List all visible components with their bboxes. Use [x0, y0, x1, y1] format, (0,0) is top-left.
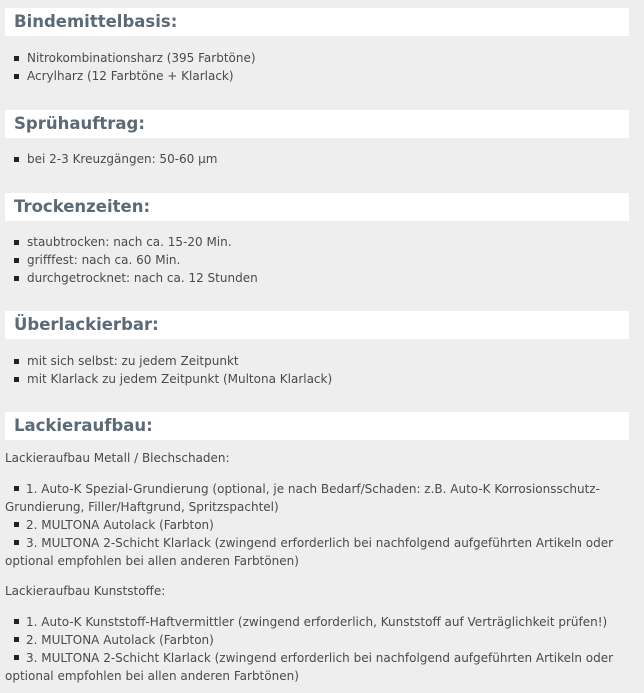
list-item: bei 2-3 Kreuzgängen: 50-60 µm — [12, 150, 612, 168]
metall-step-1 — [5, 480, 620, 516]
metall-step-2-text: 2. MULTONA Autolack (Farbton) — [26, 518, 214, 532]
subheading-kunststoffe: Lackieraufbau Kunststoffe: — [5, 584, 166, 598]
bullet-icon — [14, 637, 19, 642]
list-trockenzeiten — [12, 233, 612, 287]
bullet-icon — [14, 619, 19, 624]
heading-ueberlackierbar: Überlackierbar: — [5, 311, 629, 339]
list-item: durchgetrocknet: nach ca. 12 Stunden — [12, 269, 612, 287]
heading-spruehauftrag: Sprühauftrag: — [5, 110, 629, 138]
bullet-icon — [14, 540, 19, 545]
metall-step-1-text: 1. Auto-K Spezial-Grundierung (optional, je nach Bedarf/Schaden: z.B. Auto-K Korrosionsschutz-Grundierung, Filler/Haftgrund, Spritzspachtel) — [5, 482, 600, 514]
list-ueberlackierbar — [12, 352, 612, 388]
kunststoffe-step-1 — [5, 613, 620, 631]
kunststoffe-step-2 — [5, 631, 620, 649]
list-item: mit sich selbst: zu jedem Zeitpunkt — [12, 352, 612, 370]
metall-step-3 — [5, 534, 620, 570]
list-item: staubtrocken: nach ca. 15-20 Min. — [12, 233, 612, 251]
bullet-icon — [14, 522, 19, 527]
bullet-icon — [14, 486, 19, 491]
heading-lackieraufbau: Lackieraufbau: — [5, 412, 629, 440]
list-spruehauftrag — [12, 150, 612, 168]
kunststoffe-step-1-text: 1. Auto-K Kunststoff-Haftvermittler (zwingend erforderlich, Kunststoff auf Verträglichkeit prüfen!) — [26, 615, 608, 629]
metall-step-2 — [5, 516, 620, 534]
heading-bindemittelbasis: Bindemittelbasis: — [5, 8, 629, 36]
kunststoffe-step-3 — [5, 649, 620, 685]
list-item: Acrylharz (12 Farbtöne + Klarlack) — [12, 67, 612, 85]
kunststoffe-step-3-text: 3. MULTONA 2-Schicht Klarlack (zwingend erforderlich bei nachfolgend aufgeführten Artikeln oder optional empfohlen bei allen anderen Farbtönen) — [5, 651, 614, 683]
metall-step-3-text: 3. MULTONA 2-Schicht Klarlack (zwingend erforderlich bei nachfolgend aufgeführten Artikeln oder optional empfohlen bei allen anderen Farbtönen) — [5, 536, 614, 568]
heading-trockenzeiten: Trockenzeiten: — [5, 193, 629, 221]
list-item: Nitrokombinationsharz (395 Farbtöne) — [12, 49, 612, 67]
list-item: grifffest: nach ca. 60 Min. — [12, 251, 612, 269]
kunststoffe-step-2-text: 2. MULTONA Autolack (Farbton) — [26, 633, 214, 647]
subheading-metall: Lackieraufbau Metall / Blechschaden: — [5, 451, 230, 465]
bullet-icon — [14, 655, 19, 660]
list-item: mit Klarlack zu jedem Zeitpunkt (Multona Klarlack) — [12, 370, 612, 388]
list-bindemittelbasis — [12, 49, 612, 85]
